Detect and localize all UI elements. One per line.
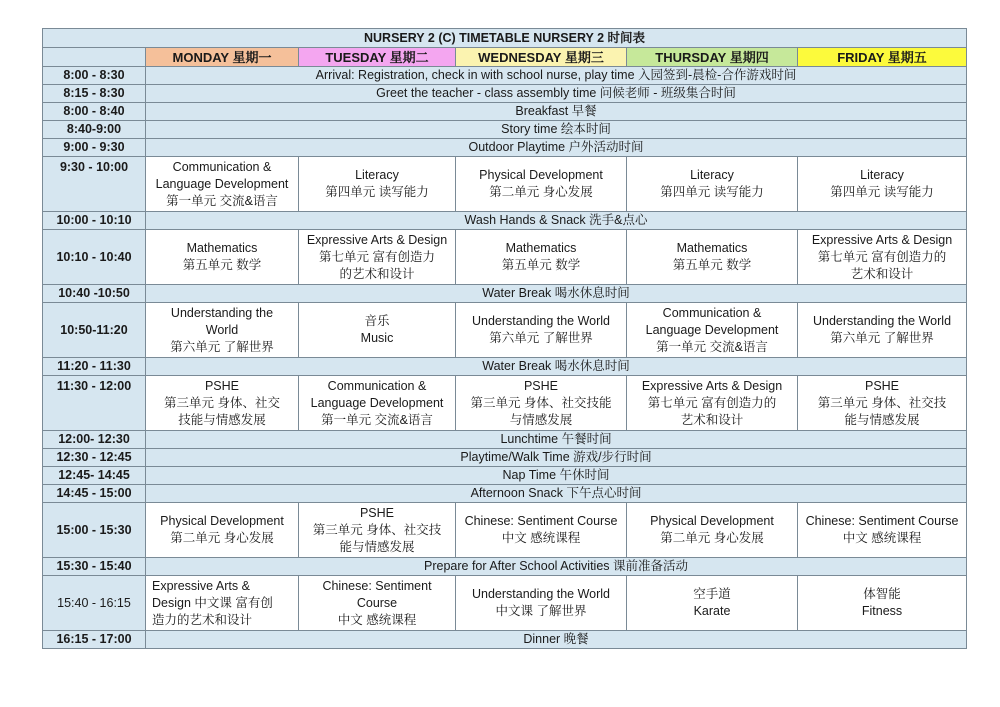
lesson-cell: Communication & Language Development 第一单元 交流&语言 xyxy=(146,157,299,212)
water-break-activity: Water Break 喝水休息时间 xyxy=(146,358,967,376)
lesson-cell: Physical Development 第二单元 身心发展 xyxy=(627,503,798,558)
lesson-cell: Chinese: Sentiment Course 中文 感统课程 xyxy=(456,503,627,558)
time-cell: 15:00 - 15:30 xyxy=(43,503,146,558)
row-period-4 xyxy=(43,376,967,431)
time-cell: 12:45- 14:45 xyxy=(43,467,146,485)
row-breakfast xyxy=(43,103,967,121)
time-cell: 8:40-9:00 xyxy=(43,121,146,139)
row-afternoon-snack xyxy=(43,485,967,503)
water-break-activity: Water Break 喝水休息时间 xyxy=(146,285,967,303)
row-period-2 xyxy=(43,230,967,285)
lesson-cell: 音乐 Music xyxy=(299,303,456,358)
time-cell: 8:15 - 8:30 xyxy=(43,85,146,103)
time-cell: 11:20 - 11:30 xyxy=(43,358,146,376)
lesson-cell: Communication & Language Development 第一单元 交流&语言 xyxy=(299,376,456,431)
row-outdoor xyxy=(43,139,967,157)
row-period-6 xyxy=(43,576,967,631)
row-story xyxy=(43,121,967,139)
timetable-title: NURSERY 2 (C) TIMETABLE NURSERY 2 时间表 xyxy=(43,29,967,48)
wash-activity: Wash Hands & Snack 洗手&点心 xyxy=(146,212,967,230)
time-cell: 10:50-11:20 xyxy=(43,303,146,358)
lesson-cell: Understanding the World 第六单元 了解世界 xyxy=(456,303,627,358)
time-cell: 15:30 - 15:40 xyxy=(43,558,146,576)
lesson-cell: Expressive Arts & Design 第七单元 富有创造力的 艺术和设计 xyxy=(798,230,967,285)
day-header-friday: FRIDAY 星期五 xyxy=(798,48,967,67)
row-water-2 xyxy=(43,358,967,376)
lesson-cell: 空手道 Karate xyxy=(627,576,798,631)
row-walk xyxy=(43,449,967,467)
lesson-cell: 体智能 Fitness xyxy=(798,576,967,631)
lesson-cell: Mathematics 第五单元 数学 xyxy=(146,230,299,285)
row-wash xyxy=(43,212,967,230)
lesson-cell: Understanding the World 中文课 了解世界 xyxy=(456,576,627,631)
day-header-wednesday: WEDNESDAY 星期三 xyxy=(456,48,627,67)
lesson-cell: Literacy 第四单元 读写能力 xyxy=(299,157,456,212)
greet-activity: Greet the teacher - class assembly time 问候老师 - 班级集合时间 xyxy=(146,85,967,103)
day-header-tuesday: TUESDAY 星期二 xyxy=(299,48,456,67)
row-period-3 xyxy=(43,303,967,358)
lesson-cell: Expressive Arts & Design 第七单元 富有创造力 的艺术和设计 xyxy=(299,230,456,285)
row-water-1 xyxy=(43,285,967,303)
lesson-cell: Chinese: Sentiment Course 中文 感统课程 xyxy=(299,576,456,631)
time-cell: 12:00- 12:30 xyxy=(43,431,146,449)
row-dinner xyxy=(43,631,967,649)
lunch-activity: Lunchtime 午餐时间 xyxy=(146,431,967,449)
lesson-cell: Mathematics 第五单元 数学 xyxy=(627,230,798,285)
time-cell: 12:30 - 12:45 xyxy=(43,449,146,467)
row-greet xyxy=(43,85,967,103)
row-prepare xyxy=(43,558,967,576)
afternoon-snack-activity: Afternoon Snack 下午点心时间 xyxy=(146,485,967,503)
time-cell: 9:00 - 9:30 xyxy=(43,139,146,157)
days-header-row xyxy=(43,48,967,67)
time-cell: 16:15 - 17:00 xyxy=(43,631,146,649)
time-cell: 8:00 - 8:40 xyxy=(43,103,146,121)
outdoor-activity: Outdoor Playtime 户外活动时间 xyxy=(146,139,967,157)
time-cell: 8:00 - 8:30 xyxy=(43,67,146,85)
row-nap xyxy=(43,467,967,485)
day-header-thursday: THURSDAY 星期四 xyxy=(627,48,798,67)
lesson-cell: Understanding the World 第六单元 了解世界 xyxy=(146,303,299,358)
row-period-5 xyxy=(43,503,967,558)
time-cell: 10:00 - 10:10 xyxy=(43,212,146,230)
nap-activity: Nap Time 午休时间 xyxy=(146,467,967,485)
lesson-cell: Physical Development 第二单元 身心发展 xyxy=(456,157,627,212)
story-activity: Story time 绘本时间 xyxy=(146,121,967,139)
breakfast-activity: Breakfast 早餐 xyxy=(146,103,967,121)
prepare-activity: Prepare for After School Activities 课前准备活动 xyxy=(146,558,967,576)
row-arrival xyxy=(43,67,967,85)
time-column-header xyxy=(43,48,146,67)
time-cell: 15:40 - 16:15 xyxy=(43,576,146,631)
lesson-cell: Mathematics 第五单元 数学 xyxy=(456,230,627,285)
lesson-cell: Expressive Arts & Design 第七单元 富有创造力的 艺术和设计 xyxy=(627,376,798,431)
arrival-activity: Arrival: Registration, check in with school nurse, play time 入园签到-晨检-合作游戏时间 xyxy=(146,67,967,85)
row-lunch xyxy=(43,431,967,449)
lesson-cell: PSHE 第三单元 身体、社交技 能与情感发展 xyxy=(798,376,967,431)
lesson-cell: Understanding the World 第六单元 了解世界 xyxy=(798,303,967,358)
lesson-cell: Communication & Language Development 第一单元 交流&语言 xyxy=(627,303,798,358)
lesson-cell: Physical Development 第二单元 身心发展 xyxy=(146,503,299,558)
title-row xyxy=(43,29,967,48)
time-cell: 10:10 - 10:40 xyxy=(43,230,146,285)
day-header-monday: MONDAY 星期一 xyxy=(146,48,299,67)
lesson-cell: Chinese: Sentiment Course 中文 感统课程 xyxy=(798,503,967,558)
row-period-1 xyxy=(43,157,967,212)
lesson-cell: PSHE 第三单元 身体、社交技能 与情感发展 xyxy=(456,376,627,431)
lesson-cell: PSHE 第三单元 身体、社交技 能与情感发展 xyxy=(299,503,456,558)
lesson-cell: Literacy 第四单元 读写能力 xyxy=(627,157,798,212)
walk-activity: Playtime/Walk Time 游戏/步行时间 xyxy=(146,449,967,467)
time-cell: 14:45 - 15:00 xyxy=(43,485,146,503)
time-cell: 9:30 - 10:00 xyxy=(43,157,146,212)
timetable xyxy=(42,28,967,649)
time-cell: 11:30 - 12:00 xyxy=(43,376,146,431)
dinner-activity: Dinner 晚餐 xyxy=(146,631,967,649)
lesson-cell: Expressive Arts & Design 中文课 富有创 造力的艺术和设计 xyxy=(146,576,299,631)
lesson-cell: Literacy 第四单元 读写能力 xyxy=(798,157,967,212)
lesson-cell: PSHE 第三单元 身体、社交 技能与情感发展 xyxy=(146,376,299,431)
time-cell: 10:40 -10:50 xyxy=(43,285,146,303)
